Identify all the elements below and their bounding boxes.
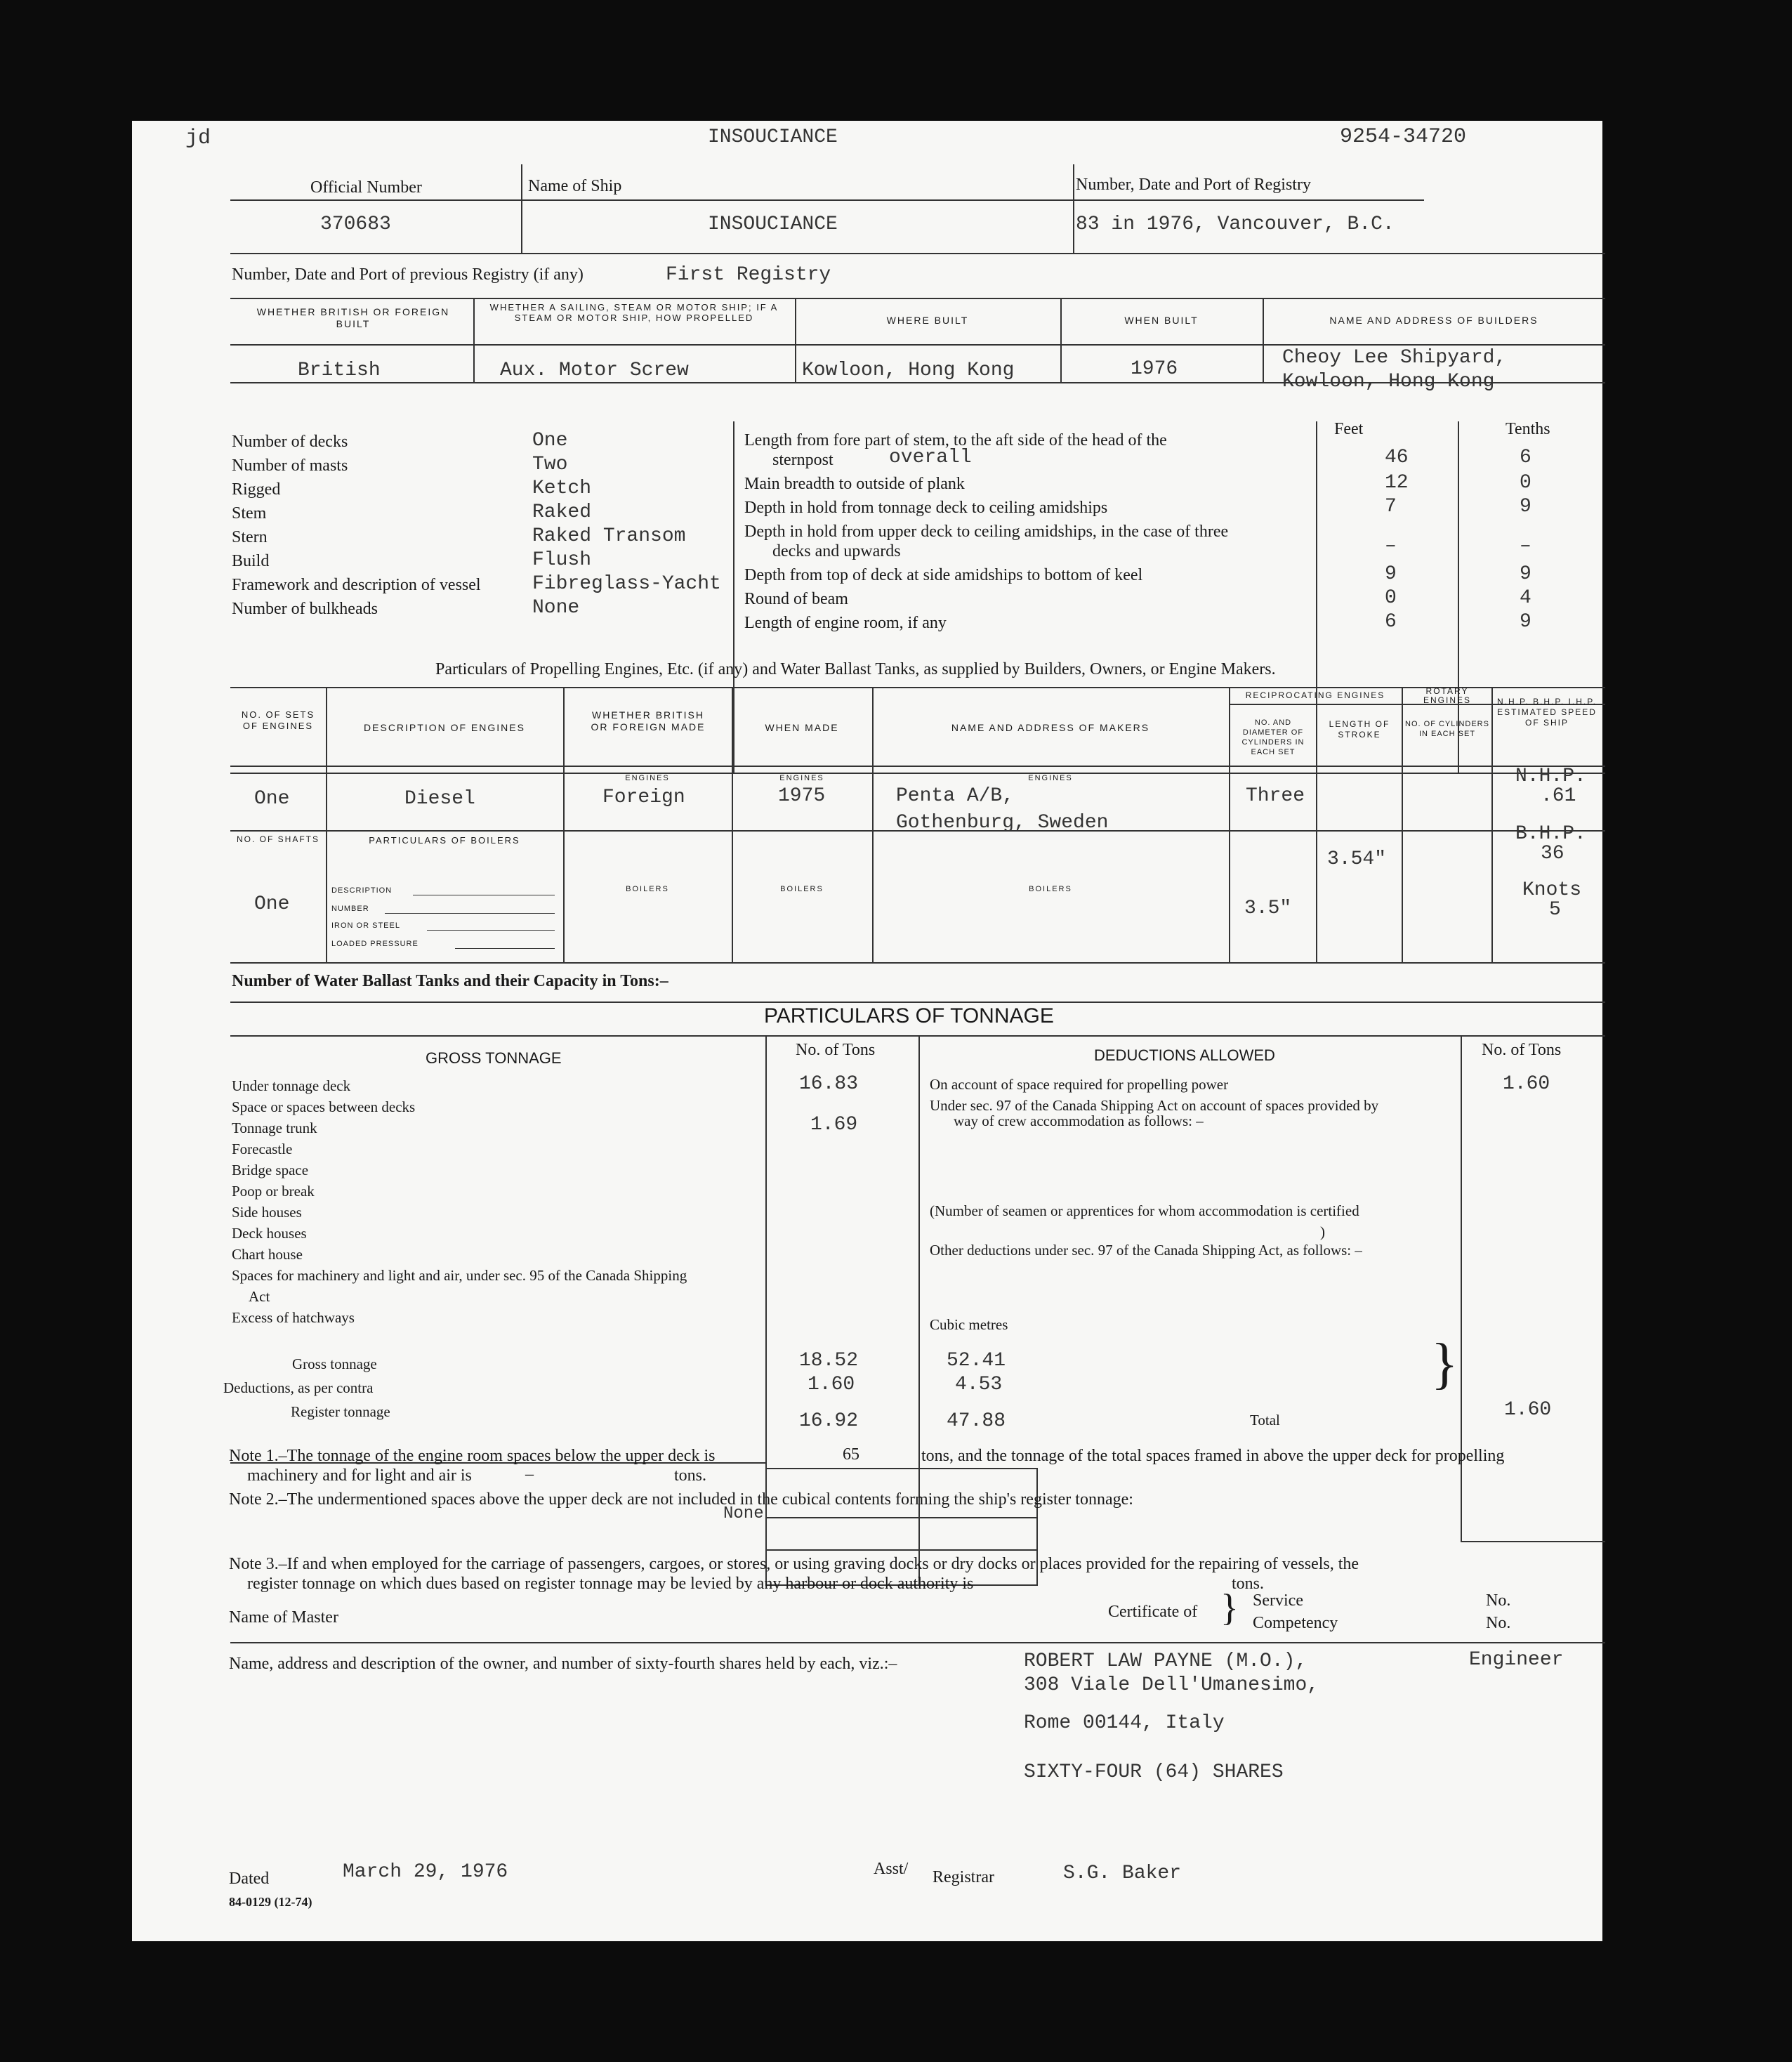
corner-initials: jd [185, 126, 211, 150]
round-beam-label: Round of beam [744, 590, 848, 608]
deductions-m3: 4.53 [955, 1374, 1003, 1396]
official-number: 370683 [320, 214, 391, 235]
under-deck-value: 16.83 [799, 1073, 859, 1095]
previous-registry-value: First Registry [666, 264, 831, 286]
owner-shares: SIXTY-FOUR (64) SHARES [1024, 1761, 1284, 1783]
header-power: N.H.P. B.H.P. I.H.P. ESTIMATED SPEED OF SHIP [1496, 697, 1597, 728]
note3-text-c: tons. [1232, 1575, 1265, 1593]
header-when-built: WHEN BUILT [1124, 315, 1199, 326]
side-houses-label: Side houses [232, 1204, 302, 1221]
hatchways-label: Excess of hatchways [232, 1309, 355, 1326]
official-number-label: Official Number [310, 178, 422, 197]
trunk-value: 1.69 [810, 1114, 858, 1136]
owner-label: Name, address and description of the owner, and number of sixty-fourth shares held by each, viz.:– [229, 1655, 897, 1673]
certificate-brace: } [1220, 1587, 1239, 1629]
depth-upper-label-2: decks and upwards [772, 542, 901, 560]
header-sets: NO. OF SETS OF ENGINES [241, 709, 315, 731]
propelling-label: On account of space required for propelling power [930, 1076, 1229, 1093]
note1-text-d: tons. [674, 1466, 707, 1485]
service-no-label: No. [1486, 1591, 1511, 1610]
register-tonnage-m3: 47.88 [947, 1410, 1006, 1432]
machinery-label: Spaces for machinery and light and air, under sec. 95 of the Canada Shipping [232, 1267, 687, 1284]
forecastle-label: Forecastle [232, 1141, 293, 1157]
sub-engines-when: ENGINES [779, 774, 824, 782]
ship-name-top: INSOUCIANCE [708, 126, 838, 148]
note2-text: Note 2.–The undermentioned spaces above the upper deck are not included in the cubical contents forming the ship's register tonnage: [229, 1490, 1133, 1509]
note1-engine-room-value: 65 [843, 1445, 859, 1464]
decks-label: Number of decks [232, 433, 348, 451]
deductions-header: DEDUCTIONS ALLOWED [1094, 1046, 1275, 1064]
rigged-value: Ketch [532, 478, 592, 499]
depth-keel-label: Depth from top of deck at side amidships to bottom of keel [744, 566, 1143, 584]
header-british-made: WHETHER BRITISH OR FOREIGN MADE [591, 709, 706, 733]
tons-header: No. of Tons [796, 1041, 876, 1059]
framework-value: Fibreglass-Yacht [532, 573, 721, 595]
round-beam-tenths: 4 [1520, 587, 1531, 609]
bridge-label: Bridge space [232, 1162, 309, 1178]
engine-room-tenths: 9 [1520, 611, 1531, 633]
form-number: 84-0129 (12-74) [229, 1895, 312, 1909]
breadth-feet: 12 [1385, 472, 1409, 494]
engine-room-label: Length of engine room, if any [744, 614, 947, 632]
tons-header-2: No. of Tons [1482, 1041, 1562, 1059]
registry-value: 83 in 1976, Vancouver, B.C. [1076, 214, 1395, 235]
boiler-number-label: NUMBER [331, 905, 369, 913]
engine-room-feet: 6 [1385, 611, 1397, 633]
stem-value: Raked [532, 501, 592, 523]
length-overall: overall [889, 447, 972, 468]
builder-line2: Kowloon, Hong Kong [1282, 371, 1495, 393]
build-value: Flush [532, 549, 592, 571]
dated-value: March 29, 1976 [343, 1861, 508, 1883]
bulkheads-value: None [532, 597, 580, 619]
gross-tonnage-label: Gross tonnage [292, 1355, 377, 1372]
decks-value: One [532, 430, 568, 452]
header-builders: NAME AND ADDRESS OF BUILDERS [1329, 315, 1539, 326]
sub-boilers-when: BOILERS [780, 885, 824, 893]
note2-value: None [723, 1504, 764, 1523]
sub-engines-british: ENGINES [625, 774, 670, 782]
name-of-ship: INSOUCIANCE [708, 214, 838, 235]
seamen-label-2: ) [1320, 1223, 1325, 1240]
header-rotary: ROTARY ENGINES [1423, 686, 1471, 705]
asst-label: Asst/ [874, 1860, 909, 1878]
header-propulsion: WHETHER A SAILING, STEAM OR MOTOR SHIP; IF A STEAM OR MOTOR SHIP, HOW PROPELLED [489, 302, 779, 323]
competency-label: Competency [1253, 1614, 1338, 1632]
engine-british-value: Foreign [602, 787, 685, 808]
builder-line1: Cheoy Lee Shipyard, [1282, 347, 1507, 369]
note1-text-c: machinery and for light and air is [247, 1466, 472, 1485]
length-label: Length from fore part of stem, to the aft side of the head of the [744, 431, 1167, 449]
header-stroke: LENGTH OF STROKE [1329, 719, 1390, 740]
british-built-value: British [298, 360, 381, 381]
deck-houses-label: Deck houses [232, 1225, 307, 1242]
engine-when-value: 1975 [778, 785, 826, 807]
owner-name: ROBERT LAW PAYNE (M.O.), [1024, 1650, 1307, 1672]
seamen-label: (Number of seamen or apprentices for whom accommodation is certified [930, 1202, 1359, 1219]
machinery-label-2: Act [249, 1288, 270, 1305]
tonnage-title: PARTICULARS OF TONNAGE [764, 1004, 1054, 1027]
depth-upper-feet: – [1385, 535, 1397, 557]
rigged-label: Rigged [232, 480, 281, 499]
header-makers: NAME AND ADDRESS OF MAKERS [951, 722, 1150, 733]
name-of-ship-label: Name of Ship [528, 177, 622, 195]
certificate-label: Certificate of [1108, 1603, 1198, 1621]
bhp-value: 36 [1541, 843, 1564, 865]
where-built-value: Kowloon, Hong Kong [802, 360, 1015, 381]
bulkheads-label: Number of bulkheads [232, 600, 378, 618]
build-label: Build [232, 552, 270, 570]
depth-keel-feet: 9 [1385, 563, 1397, 585]
depth-upper-tenths: – [1520, 535, 1531, 557]
dated-label: Dated [229, 1870, 270, 1888]
other-deductions-label: Other deductions under sec. 97 of the Canada Shipping Act, as follows: – [930, 1242, 1362, 1259]
propelling-value: 1.60 [1503, 1073, 1550, 1095]
engine-diameter-value: 3.5" [1244, 898, 1292, 919]
note3-text-b: register tonnage on which dues based on register tonnage may be levied by any harbour or dock authority is [247, 1575, 974, 1593]
header-where-built: WHERE BUILT [886, 315, 969, 326]
length-label-2: sternpost [772, 451, 834, 469]
header-boilers: PARTICULARS OF BOILERS [369, 835, 520, 846]
sub-boilers-makers: BOILERS [1029, 885, 1072, 893]
stern-value: Raked Transom [532, 525, 686, 547]
breadth-label: Main breadth to outside of plank [744, 475, 965, 493]
sub-engines-makers: ENGINES [1028, 774, 1073, 782]
note1-text: Note 1.–The tonnage of the engine room spaces below the upper deck is [229, 1447, 716, 1465]
engine-stroke-value: 3.54" [1327, 848, 1387, 870]
boiler-pressure-label: LOADED PRESSURE [331, 940, 419, 948]
boiler-iron-label: IRON OR STEEL [331, 921, 400, 930]
depth-tonnage-tenths: 9 [1520, 496, 1531, 518]
crew-label-2: way of crew accommodation as follows: – [954, 1112, 1204, 1129]
knots-label: Knots [1522, 879, 1582, 901]
sub-boilers-british: BOILERS [626, 885, 669, 893]
file-number: 9254-34720 [1340, 125, 1467, 149]
depth-tonnage-feet: 7 [1385, 496, 1397, 518]
stem-label: Stem [232, 504, 267, 523]
register-form-page [132, 121, 1602, 1941]
registrar-label: Registrar [933, 1868, 994, 1886]
engine-sets-value: One [254, 788, 290, 810]
nhp-value: .61 [1541, 785, 1576, 807]
breadth-tenths: 0 [1520, 472, 1531, 494]
engines-title: Particulars of Propelling Engines, Etc. (if any) and Water Ballast Tanks, as supplied by Builders, Owners, or Engine Makers. [435, 660, 1276, 678]
length-tenths: 6 [1520, 447, 1531, 468]
cubic-metres-label: Cubic metres [930, 1316, 1008, 1333]
gross-header: GROSS TONNAGE [426, 1049, 562, 1067]
previous-registry-label: Number, Date and Port of previous Registry (if any) [232, 265, 584, 284]
depth-tonnage-label: Depth in hold from tonnage deck to ceiling amidships [744, 499, 1108, 517]
gross-tonnage-tons: 18.52 [799, 1350, 859, 1372]
stern-label: Stern [232, 528, 268, 546]
header-british-built: WHETHER BRITISH OR FOREIGN BUILT [256, 306, 450, 329]
boiler-description-label: DESCRIPTION [331, 886, 393, 895]
between-decks-label: Space or spaces between decks [232, 1098, 416, 1115]
total-label: Total [1250, 1412, 1280, 1429]
when-built-value: 1976 [1131, 358, 1178, 380]
trunk-label: Tonnage trunk [232, 1119, 317, 1136]
shafts-value: One [254, 893, 290, 915]
propulsion-value: Aux. Motor Screw [500, 360, 689, 381]
knots-value: 5 [1549, 899, 1561, 921]
owner-occupation: Engineer [1469, 1649, 1564, 1671]
framework-label: Framework and description of vessel [232, 576, 481, 594]
note3-text: Note 3.–If and when employed for the carriage of passengers, cargoes, or stores, or using graving docks or dry docks or places provided for the repairing of vessels, the [229, 1555, 1359, 1573]
gross-tonnage-m3: 52.41 [947, 1350, 1006, 1372]
under-deck-label: Under tonnage deck [232, 1077, 351, 1094]
nhp-label: N.H.P. [1515, 766, 1586, 787]
chart-house-label: Chart house [232, 1246, 303, 1263]
poop-label: Poop or break [232, 1183, 315, 1200]
note1-light-air-value: – [525, 1465, 534, 1483]
total-brace: } [1431, 1333, 1458, 1395]
feet-label: Feet [1334, 420, 1364, 438]
masts-value: Two [532, 454, 568, 475]
note1-text-b: tons, and the tonnage of the total spaces framed in above the upper deck for propelling [921, 1447, 1505, 1465]
header-when-made: WHEN MADE [765, 722, 839, 733]
header-cylinders: NO. AND DIAMETER OF CYLINDERS IN EACH SET [1241, 718, 1305, 756]
crew-label: Under sec. 97 of the Canada Shipping Act on account of spaces provided by [930, 1097, 1379, 1114]
owner-address-1: 308 Viale Dell'Umanesimo, [1024, 1674, 1319, 1696]
ballast-label: Number of Water Ballast Tanks and their Capacity in Tons:– [232, 972, 668, 990]
header-engine-desc: DESCRIPTION OF ENGINES [364, 722, 525, 733]
length-feet: 46 [1385, 447, 1409, 468]
registry-label: Number, Date and Port of Registry [1076, 176, 1311, 194]
tenths-label: Tenths [1506, 420, 1550, 438]
bhp-label: B.H.P. [1515, 823, 1586, 845]
competency-no-label: No. [1486, 1614, 1511, 1632]
round-beam-feet: 0 [1385, 587, 1397, 609]
deductions-label: Deductions, as per contra [223, 1379, 374, 1396]
depth-upper-label: Depth in hold from upper deck to ceiling amidships, in the case of three [744, 523, 1229, 541]
engine-maker-line2: Gothenburg, Sweden [896, 812, 1109, 834]
registrar-value: S.G. Baker [1063, 1863, 1182, 1884]
total-value: 1.60 [1504, 1399, 1552, 1421]
engine-desc-value: Diesel [404, 788, 475, 810]
engine-cylinders-value: Three [1246, 785, 1305, 807]
engine-maker-line1: Penta A/B, [896, 785, 1015, 807]
owner-address-2: Rome 00144, Italy [1024, 1712, 1225, 1734]
master-label: Name of Master [229, 1608, 338, 1627]
depth-keel-tenths: 9 [1520, 563, 1531, 585]
masts-label: Number of masts [232, 457, 348, 475]
service-label: Service [1253, 1591, 1303, 1610]
header-shafts: NO. OF SHAFTS [236, 834, 319, 844]
header-reciprocating: RECIPROCATING ENGINES [1245, 690, 1385, 700]
register-tonnage-label: Register tonnage [291, 1403, 390, 1420]
deductions-tons: 1.60 [808, 1374, 855, 1396]
register-tonnage-tons: 16.92 [799, 1410, 859, 1432]
header-rotary-cylinders: NO. OF CYLINDERS IN EACH SET [1405, 720, 1489, 738]
